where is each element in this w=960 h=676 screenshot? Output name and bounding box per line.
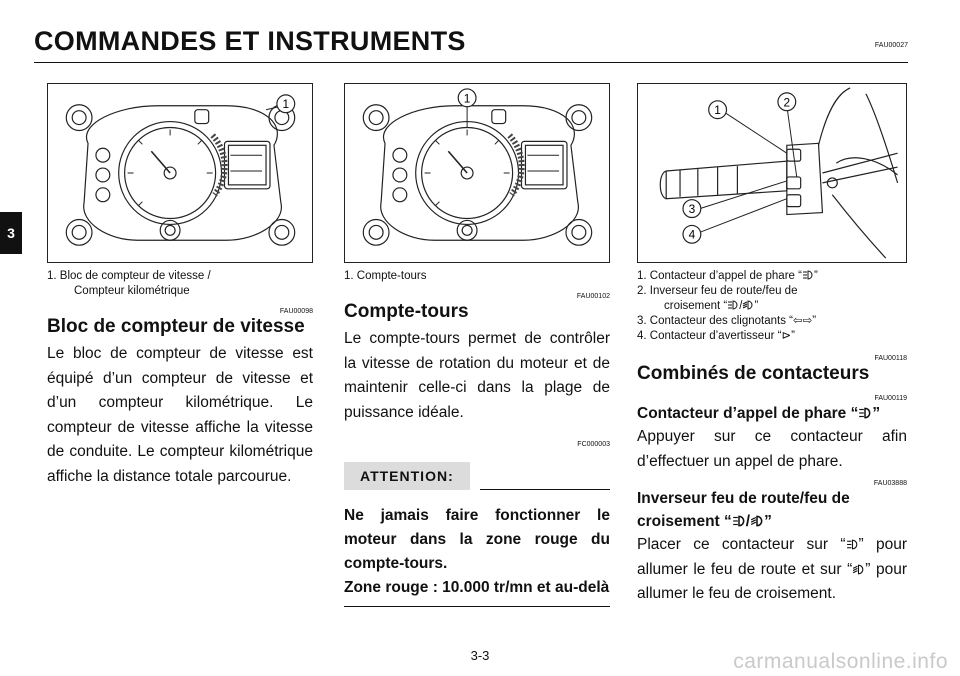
caption-line: 4. Contacteur d’avertisseur “ xyxy=(637,330,782,342)
tachometer-description: Le compte-tours permet de contrôler la vitesse de rotation du moteur et de maintenir celle-ci dans la plage de puissance idéale. xyxy=(344,330,610,421)
attention-rule xyxy=(480,489,610,490)
high-beam-icon xyxy=(727,300,739,310)
body-text: ” pour allumer le feu de route et sur “ xyxy=(637,536,907,578)
warning-text: Ne jamais faire fonctionner le moteur dans la zone rouge du compte-tours. xyxy=(344,507,610,572)
header-rule xyxy=(34,62,908,63)
watermark: carmanualsonline.info xyxy=(733,650,948,673)
body-text: ” pour allumer le feu de croisement. xyxy=(637,560,907,602)
section-heading-tachometer: Compte-tours xyxy=(344,301,469,322)
caption-line: 1. Contacteur d’appel de phare “ xyxy=(637,270,802,282)
attention-banner xyxy=(344,462,610,490)
section-heading-switches: Combinés de contacteurs xyxy=(637,363,870,384)
section-code: FAU03888 xyxy=(873,480,907,487)
column-tachometer xyxy=(344,269,610,607)
warning-end-rule xyxy=(344,606,610,607)
figure-handlebar-switches xyxy=(637,83,907,263)
passing-light-icon xyxy=(858,407,872,419)
low-beam-icon xyxy=(742,300,754,310)
figure2-callout-1: 1 xyxy=(463,91,471,106)
chapter-tab: 3 xyxy=(0,212,22,254)
low-beam-icon xyxy=(852,564,865,575)
section-code: FAU00119 xyxy=(874,395,907,402)
caption-line: 1. Bloc de compteur de vitesse / xyxy=(47,270,211,282)
subheading-passing-switch: Contacteur d’appel de phare “ ” xyxy=(637,405,881,422)
passing-light-icon xyxy=(802,270,814,280)
dimmer-switch-description xyxy=(637,533,907,607)
warning-redzone: Zone rouge : 10.000 tr/mn et au-delà xyxy=(344,579,610,596)
section-heading-speedometer: Bloc de compteur de vitesse xyxy=(47,316,305,337)
body-text: Placer ce contacteur sur “ xyxy=(637,536,846,553)
figure-tachometer xyxy=(344,83,610,263)
high-beam-icon xyxy=(732,515,746,527)
subheading-text: croisement “ xyxy=(637,513,732,530)
figure1-caption xyxy=(47,269,313,299)
figure3-callout-3: 3 xyxy=(688,202,696,217)
caption-line: 3. Contacteur des clignotants “ xyxy=(637,315,793,327)
figure3-callout-1: 1 xyxy=(714,103,721,118)
caption-line: Compteur kilométrique xyxy=(74,285,190,297)
horn-icon: ⊳ xyxy=(781,330,792,342)
figure3-callout-2: 2 xyxy=(783,95,791,110)
caption-line: croisement “ xyxy=(664,300,728,312)
section-code: FAU00118 xyxy=(874,355,907,362)
speedometer-description: Le bloc de compteur de vitesse est équipé d’un compteur de vitesse et d’un compteur kilométrique. Le compteur de vitesse affiche la vitesse de conduite. Le compteur kilométrique affiche la distance totale parcourue. xyxy=(47,345,313,485)
subheading-dimmer-switch: Inverseur feu de route/feu de croisement “ / ” xyxy=(637,490,850,530)
attention-code: FC000003 xyxy=(577,441,610,448)
caption-line: 2. Inverseur feu de route/feu de xyxy=(637,285,798,297)
subheading-text: Contacteur d’appel de phare “ xyxy=(637,405,859,422)
high-beam-icon xyxy=(846,539,859,550)
column-switches xyxy=(637,269,907,607)
turn-signal-icon: ⇦⇨ xyxy=(792,315,813,327)
section-code: FAU00027 xyxy=(874,42,908,49)
subheading-text: Inverseur feu de route/feu de xyxy=(637,490,850,507)
figure3-callout-4: 4 xyxy=(688,227,696,242)
section-code: FAU00098 xyxy=(279,308,313,315)
figure3-caption: 1. Contacteur d’appel de phare “ ” 2. Inverseur feu de route/feu de croisement “ / ” 3. Contacteur des clignotants “⇦⇨” 4. Contacteur d’avertisseur “⊳” xyxy=(637,270,818,342)
column-speedometer xyxy=(47,269,313,489)
attention-label: ATTENTION: xyxy=(344,462,470,490)
figure2-caption: 1. Compte-tours xyxy=(344,270,427,282)
page-number: 3-3 xyxy=(470,648,490,663)
section-code: FAU00102 xyxy=(576,293,610,300)
page-title: COMMANDES ET INSTRUMENTS xyxy=(34,26,466,56)
low-beam-icon xyxy=(750,515,764,527)
passing-switch-description: Appuyer sur ce contacteur afin d’effectuer un appel de phare. xyxy=(637,428,907,470)
figure1-callout-1: 1 xyxy=(282,97,290,112)
figure-speedometer xyxy=(47,83,313,263)
